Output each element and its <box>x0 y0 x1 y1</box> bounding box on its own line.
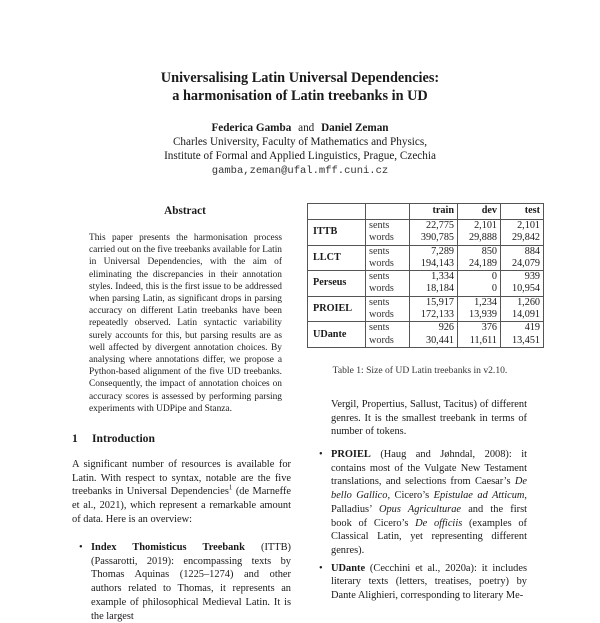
label-words: words <box>369 283 394 295</box>
section-title: Introduction <box>92 432 155 445</box>
ittb-name: Index Thomisticus Treebank <box>91 542 245 553</box>
train-cell <box>410 271 458 297</box>
intro-text-b: (de Marneffe et al., 2021), which represent a remarkable amount of data. Here is an overview: <box>72 486 291 525</box>
list-item-ittb <box>79 541 291 623</box>
train-cell <box>410 322 458 348</box>
value: 926 <box>438 322 454 334</box>
dev-cell <box>458 322 501 348</box>
label-sents: sents <box>369 245 390 257</box>
treebank-list-left <box>79 541 291 623</box>
header-cell-empty-1 <box>308 204 366 220</box>
header-dev: dev <box>458 204 501 220</box>
header-test: test <box>501 204 544 220</box>
treebank-name: PROIEL <box>308 296 366 322</box>
row-labels <box>366 220 410 246</box>
ittb-description: (ITTB) (Passarotti, 2019): encompassing texts by Thomas Aquinas (1225–1274) and other authors related to Thomas, it represents an example of philosophical Medieval Latin. It is the largest <box>91 542 291 622</box>
author-line <box>0 121 600 136</box>
value: 13,939 <box>468 309 497 321</box>
author-2: Daniel Zeman <box>321 122 389 134</box>
dev-cell <box>458 220 501 246</box>
dev-cell <box>458 245 501 271</box>
proiel-title-italic: De officiis <box>415 517 463 529</box>
train-cell <box>410 296 458 322</box>
label-words: words <box>369 309 394 321</box>
header-cell-empty-2 <box>366 204 410 220</box>
table-row <box>308 271 544 297</box>
proiel-title-italic: De bello Gallico <box>331 476 527 502</box>
list-item-proiel <box>319 448 527 558</box>
value: 29,888 <box>468 232 497 244</box>
value: 24,189 <box>468 257 497 269</box>
proiel-text: , Cicero’s <box>387 490 434 502</box>
table-row <box>308 245 544 271</box>
value: 2,101 <box>517 220 540 231</box>
value: 13,451 <box>511 334 540 346</box>
label-words: words <box>369 334 394 346</box>
footnote-marker[interactable]: 1 <box>228 483 233 492</box>
value: 14,091 <box>511 309 540 321</box>
value: 939 <box>524 271 540 283</box>
label-sents: sents <box>369 322 390 334</box>
value: 2,101 <box>474 220 497 231</box>
test-cell <box>501 271 544 297</box>
value: 850 <box>481 245 497 257</box>
section-heading-introduction <box>72 432 155 445</box>
label-sents: sents <box>369 220 390 231</box>
treebank-name: UDante <box>308 322 366 348</box>
value: 884 <box>524 245 540 257</box>
value: 7,289 <box>431 245 454 257</box>
label-words: words <box>369 257 394 269</box>
author-separator: and <box>298 122 315 134</box>
value: 18,184 <box>425 283 454 295</box>
row-labels <box>366 296 410 322</box>
value: 15,917 <box>425 296 454 308</box>
treebank-name: Perseus <box>308 271 366 297</box>
introduction-paragraph <box>72 458 291 527</box>
table-row <box>308 296 544 322</box>
train-cell <box>410 220 458 246</box>
test-cell <box>501 296 544 322</box>
value: 24,079 <box>511 257 540 269</box>
table-row <box>308 220 544 246</box>
dev-cell <box>458 296 501 322</box>
treebank-size-table <box>307 203 544 348</box>
value: 376 <box>481 322 497 334</box>
value: 1,260 <box>517 296 540 308</box>
value: 10,954 <box>511 283 540 295</box>
value: 172,133 <box>420 309 454 321</box>
test-cell <box>501 220 544 246</box>
proiel-title-italic: Epistulae ad Atticum <box>433 490 525 502</box>
treebank-list-right <box>319 448 527 603</box>
proiel-text: and the first book of Cicero’s <box>331 503 527 529</box>
treebank-name: LLCT <box>308 245 366 271</box>
udante-name: UDante <box>331 562 366 574</box>
value: 1,334 <box>431 271 454 283</box>
proiel-text: (Haug and Jøhndal, 2008): it contains most of the Vulgate New Testament translations, and selections from Caesar’s <box>331 449 527 488</box>
value: 194,143 <box>420 257 454 269</box>
label-words: words <box>369 232 394 244</box>
row-labels <box>366 245 410 271</box>
train-cell <box>410 245 458 271</box>
author-1: Federica Gamba <box>211 122 292 134</box>
affiliation-line-2: Institute of Formal and Applied Linguistics, Prague, Czechia <box>164 150 436 162</box>
intro-text-a: A significant number of resources is available for Latin. With respect to syntax, notable are the five treebanks in Universal Dependencies <box>72 459 291 498</box>
value: 30,441 <box>425 334 454 346</box>
proiel-text: , Palladius’ <box>331 490 527 515</box>
value: 0 <box>491 283 497 295</box>
value: 11,611 <box>469 334 497 346</box>
value: 22,775 <box>425 220 454 231</box>
treebank-name: ITTB <box>308 220 366 246</box>
test-cell <box>501 322 544 348</box>
test-cell <box>501 245 544 271</box>
perseus-continuation: Vergil, Propertius, Sallust, Tacitus) of different genres. It is the smallest treebank in terms of number of tokens. <box>331 399 527 438</box>
abstract-body: This paper presents the harmonisation process carried out on the five treebanks available for Latin in Universal Dependencies, with the aim of eliminating the discrepancies in their annotation styles. Indeed, this is the first issue to be addressed when parsing Latin, as significant drops in parsing accuracy on different Latin treebanks have been repeatedly observed. Latin syntactic variability surely accounts for this, but parsing results are as well affected by divergent annotation choices. By analysing where annotations differ, we propose a Python-based alignment of the five UD treebanks. Consequently, the impact of annotation choices on accuracy scores is assessed by performing parsing experiments with UDPipe and Stanza. <box>89 233 282 414</box>
table-header-row <box>308 204 544 220</box>
author-email: gamba,zeman@ufal.mff.cuni.cz <box>211 165 389 177</box>
email-line <box>0 163 600 179</box>
paper-title-line-2: a harmonisation of Latin treebanks in UD <box>172 88 428 104</box>
list-item-udante <box>319 562 527 603</box>
table-row <box>308 322 544 348</box>
header-train: train <box>410 204 458 220</box>
label-sents: sents <box>369 271 390 283</box>
label-sents: sents <box>369 296 390 308</box>
dev-cell <box>458 271 501 297</box>
affiliation-line-1: Charles University, Faculty of Mathematics and Physics, <box>172 136 428 148</box>
section-number: 1 <box>72 432 78 445</box>
value: 1,234 <box>474 296 497 308</box>
udante-description: (Cecchini et al., 2020a): it includes literary texts (letters, treatises, poetry) by Dante Alighieri, corresponding to literary Me- <box>331 562 527 602</box>
table-caption: Table 1: Size of UD Latin treebanks in v2.10. <box>332 365 508 376</box>
row-labels <box>366 322 410 348</box>
value: 0 <box>491 271 497 283</box>
proiel-name: PROIEL <box>331 449 371 460</box>
value: 390,785 <box>420 232 454 244</box>
value: 419 <box>524 322 540 334</box>
value: 29,842 <box>511 232 540 244</box>
proiel-text: (examples of Classical Latin, yet representing different genres). <box>331 517 528 556</box>
proiel-title-italic: Opus Agriculturae <box>378 503 462 515</box>
abstract-heading: Abstract <box>164 205 206 217</box>
row-labels <box>366 271 410 297</box>
paper-title-line-1: Universalising Latin Universal Dependencies: <box>160 70 440 86</box>
